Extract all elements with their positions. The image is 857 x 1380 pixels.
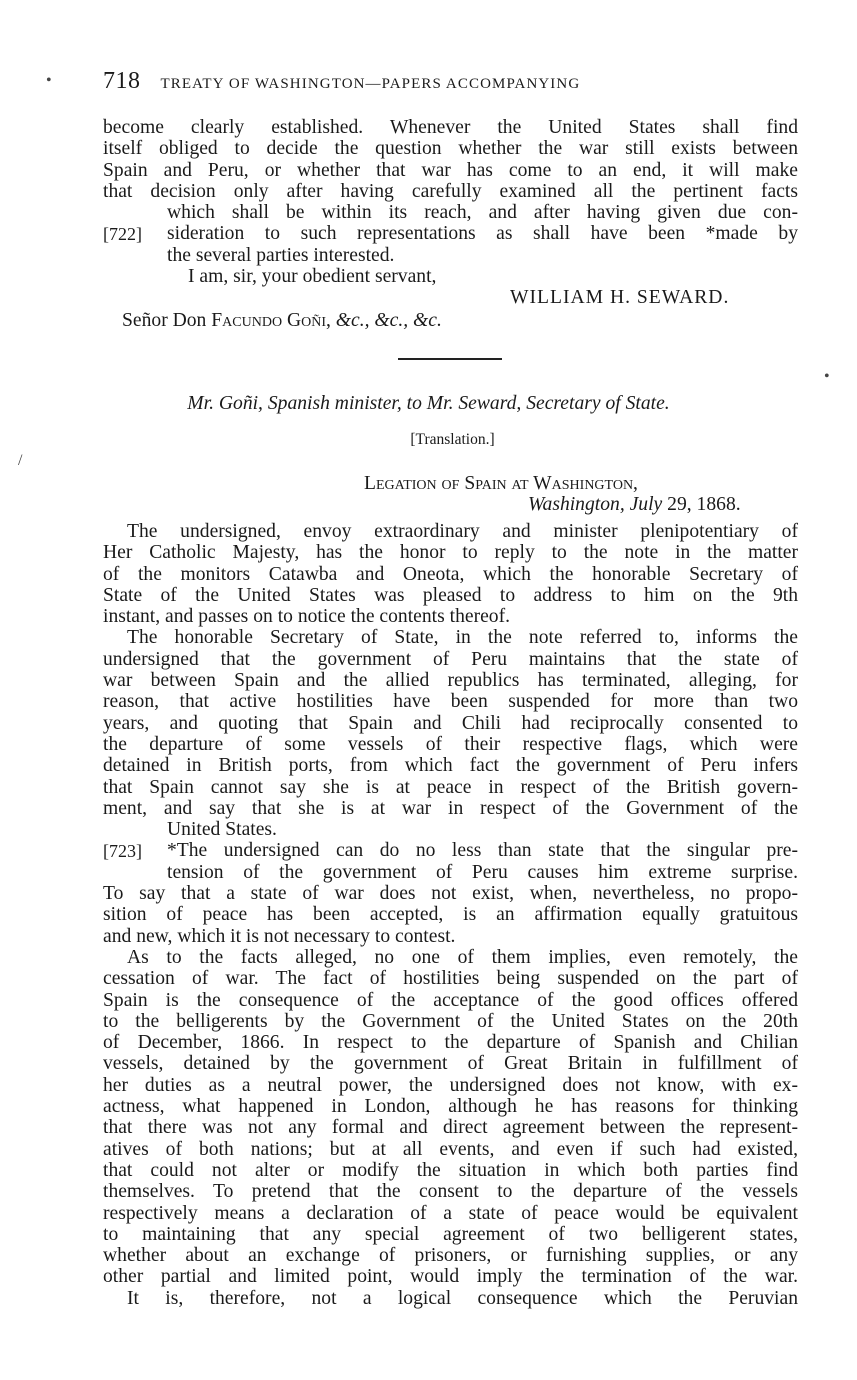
text-line: United States. <box>167 819 277 841</box>
section-divider <box>398 358 502 360</box>
margin-page-reference: [723] <box>103 841 142 861</box>
text-line: years, and quoting that Spain and Chili had reciprocally consented to <box>103 712 798 734</box>
text-line: tension of the government of Peru causes him extreme surprise. <box>167 861 798 883</box>
margin-page-reference: [722] <box>103 224 142 244</box>
text-line: vessels, detained by the government of Great Britain in fulfillment of <box>103 1053 798 1075</box>
page-number: 718 <box>103 68 141 94</box>
text-line: instant, and passes on to notice the contents thereof. <box>103 606 511 628</box>
text-line: respectively means a declaration of a state of peace would be equivalent <box>103 1202 798 1224</box>
text-line: To say that a state of war does not exist, when, nevertheless, no propo- <box>103 883 798 905</box>
text-line: that could not alter or modify the situation in which both parties find <box>103 1159 798 1181</box>
text-line: which shall be within its reach, and after having given due con- <box>167 202 798 224</box>
text-line: cessation of war. The fact of hostilities being suspended on the part of <box>103 968 798 990</box>
addressee <box>122 310 442 332</box>
text-line: that there was not any formal and direct agreement between the represent- <box>103 1117 798 1139</box>
translation-note: [Translation.] <box>410 431 495 448</box>
print-mark: • <box>824 368 830 385</box>
text-line: other partial and limited point, would imply the termination of the war. <box>103 1266 798 1288</box>
date-rest: 29, 1868. <box>667 494 741 515</box>
text-line: whether about an exchange of prisoners, or furnishing supplies, or any <box>103 1245 798 1267</box>
text-line: sition of peace has been accepted, is an affirmation equally gratuitous <box>103 904 798 926</box>
text-line: the several parties interested. <box>167 244 395 266</box>
text-line: detained in British ports, from which fact the government of Peru infers <box>103 755 798 777</box>
previous-letter-text <box>103 117 798 287</box>
text-line: actness, what happened in London, although he has reasons for thinking <box>103 1096 798 1118</box>
text-line: that Spain cannot say she is at peace in respect of the British govern- <box>103 776 798 798</box>
text-line: and new, which it is not necessary to contest. <box>103 925 456 947</box>
text-line: the departure of some vessels of their respective flags, which were <box>103 733 798 755</box>
text-line: Spain and Peru, or whether that war has come to an end, it will make <box>103 159 798 181</box>
text-line: reason, that active hostilities have been suspended for more than two <box>103 691 798 713</box>
text-line: *The undersigned can do no less than state that the singular pre- <box>167 840 798 862</box>
addressee-name: Facundo Goñi, <box>211 310 331 331</box>
text-line: become clearly established. Whenever the United States shall find <box>103 117 798 138</box>
text-line: itself obliged to decide the question whether the war still exists between <box>103 138 798 160</box>
dateline <box>528 494 741 516</box>
print-mark: / <box>18 452 23 469</box>
addressee-prefix: Señor Don <box>122 310 207 331</box>
running-title: TREATY OF WASHINGTON—PAPERS ACCOMPANYING <box>160 76 581 92</box>
text-line: war between Spain and the allied republics has terminated, alleging, for <box>103 670 798 692</box>
date-place: Washington, July <box>528 494 663 515</box>
text-line: her duties as a neutral power, the undersigned does not know, with ex- <box>103 1074 798 1096</box>
text-line: atives of both nations; but at all events, and even if such had existed, <box>103 1138 798 1160</box>
text-line: It is, therefore, not a logical consequence which the Peruvian <box>127 1287 798 1309</box>
running-head <box>103 68 723 98</box>
text-line: ment, and say that she is at war in respect of the Government of the <box>103 797 798 819</box>
closing-line: I am, sir, your obedient servant, <box>188 266 437 288</box>
text-line: The undersigned, envoy extraordinary and minister plenipotentiary of <box>127 521 798 542</box>
print-mark: • <box>46 72 52 89</box>
letter-heading: Mr. Goñi, Spanish minister, to Mr. Seward, Secretary of State. <box>187 393 670 414</box>
text-line: themselves. To pretend that the consent to the departure of the vessels <box>103 1181 798 1203</box>
text-line: undersigned that the government of Peru maintains that the state of <box>103 648 798 670</box>
signature: WILLIAM H. SEWARD. <box>510 287 730 308</box>
text-line: sideration to such representations as shall have been *made by <box>167 223 798 245</box>
text-line: of December, 1866. In respect to the departure of Spanish and Chilian <box>103 1032 798 1054</box>
text-line: to the belligerents by the Government of the United States on the 20th <box>103 1010 798 1032</box>
text-line: Her Catholic Majesty, has the honor to reply to the note in the matter <box>103 542 798 564</box>
text-line: Spain is the consequence of the acceptance of the good offices offered <box>103 989 798 1011</box>
addressee-suffix: &c., &c., &c. <box>335 310 442 331</box>
text-line: of the monitors Catawba and Oneota, which the honorable Secretary of <box>103 563 798 585</box>
text-line: The honorable Secretary of State, in the note referred to, informs the <box>127 627 798 649</box>
text-line: that decision only after having carefully examined all the pertinent facts <box>103 180 798 202</box>
text-line: State of the United States was pleased to address to him on the 9th <box>103 584 798 606</box>
letter-body <box>103 521 798 1309</box>
legation-line: Legation of Spain at Washington, <box>364 473 638 494</box>
text-line: to maintaining that any special agreement of two belligerent states, <box>103 1223 798 1245</box>
text-line: As to the facts alleged, no one of them implies, even remotely, the <box>127 946 798 968</box>
